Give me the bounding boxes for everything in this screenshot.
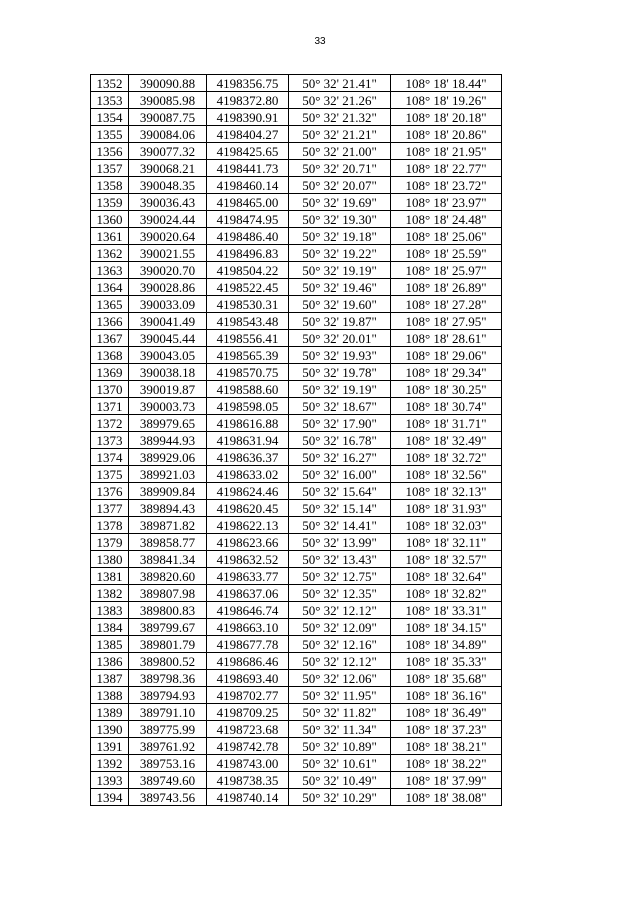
latitude-cell: 50° 32' 12.12" [289, 653, 391, 670]
easting-cell: 389743.56 [129, 789, 207, 806]
longitude-cell: 108° 18' 25.59" [391, 245, 502, 262]
table-row [91, 347, 502, 364]
longitude-cell: 108° 18' 20.86" [391, 126, 502, 143]
easting-cell: 390077.32 [129, 143, 207, 160]
longitude-cell: 108° 18' 27.95" [391, 313, 502, 330]
point-number-cell: 1369 [91, 364, 129, 381]
northing-cell: 4198565.39 [207, 347, 289, 364]
easting-cell: 389749.60 [129, 772, 207, 789]
northing-cell: 4198588.60 [207, 381, 289, 398]
latitude-cell: 50° 32' 19.30" [289, 211, 391, 228]
point-number-cell: 1363 [91, 262, 129, 279]
latitude-cell: 50° 32' 15.14" [289, 500, 391, 517]
point-number-cell: 1376 [91, 483, 129, 500]
easting-cell: 390019.87 [129, 381, 207, 398]
table-row [91, 143, 502, 160]
easting-cell: 389798.36 [129, 670, 207, 687]
longitude-cell: 108° 18' 24.48" [391, 211, 502, 228]
longitude-cell: 108° 18' 32.64" [391, 568, 502, 585]
northing-cell: 4198743.00 [207, 755, 289, 772]
table-row [91, 432, 502, 449]
latitude-cell: 50° 32' 16.27" [289, 449, 391, 466]
longitude-cell: 108° 18' 32.49" [391, 432, 502, 449]
easting-cell: 390024.44 [129, 211, 207, 228]
point-number-cell: 1355 [91, 126, 129, 143]
northing-cell: 4198663.10 [207, 619, 289, 636]
longitude-cell: 108° 18' 27.28" [391, 296, 502, 313]
latitude-cell: 50° 32' 21.26" [289, 92, 391, 109]
latitude-cell: 50° 32' 13.43" [289, 551, 391, 568]
easting-cell: 389921.03 [129, 466, 207, 483]
easting-cell: 390085.98 [129, 92, 207, 109]
longitude-cell: 108° 18' 30.74" [391, 398, 502, 415]
easting-cell: 390038.18 [129, 364, 207, 381]
northing-cell: 4198543.48 [207, 313, 289, 330]
longitude-cell: 108° 18' 23.72" [391, 177, 502, 194]
easting-cell: 390036.43 [129, 194, 207, 211]
longitude-cell: 108° 18' 38.21" [391, 738, 502, 755]
easting-cell: 390090.88 [129, 75, 207, 92]
point-number-cell: 1377 [91, 500, 129, 517]
easting-cell: 389800.83 [129, 602, 207, 619]
latitude-cell: 50° 32' 20.07" [289, 177, 391, 194]
northing-cell: 4198425.65 [207, 143, 289, 160]
easting-cell: 389979.65 [129, 415, 207, 432]
easting-cell: 389761.92 [129, 738, 207, 755]
latitude-cell: 50° 32' 16.00" [289, 466, 391, 483]
point-number-cell: 1358 [91, 177, 129, 194]
point-number-cell: 1393 [91, 772, 129, 789]
longitude-cell: 108° 18' 20.18" [391, 109, 502, 126]
table-row [91, 619, 502, 636]
longitude-cell: 108° 18' 32.13" [391, 483, 502, 500]
longitude-cell: 108° 18' 38.22" [391, 755, 502, 772]
northing-cell: 4198404.27 [207, 126, 289, 143]
northing-cell: 4198522.45 [207, 279, 289, 296]
point-number-cell: 1370 [91, 381, 129, 398]
point-number-cell: 1356 [91, 143, 129, 160]
northing-cell: 4198677.78 [207, 636, 289, 653]
latitude-cell: 50° 32' 12.09" [289, 619, 391, 636]
northing-cell: 4198709.25 [207, 704, 289, 721]
latitude-cell: 50° 32' 21.00" [289, 143, 391, 160]
table-row [91, 194, 502, 211]
coordinates-table [90, 74, 502, 806]
latitude-cell: 50° 32' 15.64" [289, 483, 391, 500]
longitude-cell: 108° 18' 18.44" [391, 75, 502, 92]
latitude-cell: 50° 32' 21.41" [289, 75, 391, 92]
easting-cell: 389775.99 [129, 721, 207, 738]
table-row [91, 772, 502, 789]
northing-cell: 4198637.06 [207, 585, 289, 602]
easting-cell: 389841.34 [129, 551, 207, 568]
point-number-cell: 1390 [91, 721, 129, 738]
latitude-cell: 50° 32' 20.01" [289, 330, 391, 347]
point-number-cell: 1372 [91, 415, 129, 432]
easting-cell: 390041.49 [129, 313, 207, 330]
easting-cell: 389753.16 [129, 755, 207, 772]
point-number-cell: 1357 [91, 160, 129, 177]
latitude-cell: 50° 32' 19.69" [289, 194, 391, 211]
point-number-cell: 1360 [91, 211, 129, 228]
longitude-cell: 108° 18' 38.08" [391, 789, 502, 806]
easting-cell: 390068.21 [129, 160, 207, 177]
latitude-cell: 50° 32' 11.95" [289, 687, 391, 704]
latitude-cell: 50° 32' 12.75" [289, 568, 391, 585]
table-row [91, 789, 502, 806]
latitude-cell: 50° 32' 21.21" [289, 126, 391, 143]
easting-cell: 389794.93 [129, 687, 207, 704]
easting-cell: 390084.06 [129, 126, 207, 143]
northing-cell: 4198633.77 [207, 568, 289, 585]
longitude-cell: 108° 18' 35.33" [391, 653, 502, 670]
table-row [91, 653, 502, 670]
point-number-cell: 1352 [91, 75, 129, 92]
point-number-cell: 1385 [91, 636, 129, 653]
easting-cell: 390020.64 [129, 228, 207, 245]
table-row [91, 755, 502, 772]
easting-cell: 389871.82 [129, 517, 207, 534]
latitude-cell: 50° 32' 19.87" [289, 313, 391, 330]
table-row [91, 279, 502, 296]
northing-cell: 4198702.77 [207, 687, 289, 704]
latitude-cell: 50° 32' 12.35" [289, 585, 391, 602]
longitude-cell: 108° 18' 21.95" [391, 143, 502, 160]
longitude-cell: 108° 18' 29.34" [391, 364, 502, 381]
latitude-cell: 50° 32' 11.82" [289, 704, 391, 721]
longitude-cell: 108° 18' 37.23" [391, 721, 502, 738]
table-row [91, 704, 502, 721]
longitude-cell: 108° 18' 30.25" [391, 381, 502, 398]
northing-cell: 4198738.35 [207, 772, 289, 789]
easting-cell: 390021.55 [129, 245, 207, 262]
longitude-cell: 108° 18' 32.03" [391, 517, 502, 534]
longitude-cell: 108° 18' 36.49" [391, 704, 502, 721]
northing-cell: 4198723.68 [207, 721, 289, 738]
easting-cell: 389858.77 [129, 534, 207, 551]
longitude-cell: 108° 18' 26.89" [391, 279, 502, 296]
northing-cell: 4198631.94 [207, 432, 289, 449]
northing-cell: 4198646.74 [207, 602, 289, 619]
table-row [91, 585, 502, 602]
point-number-cell: 1392 [91, 755, 129, 772]
easting-cell: 389894.43 [129, 500, 207, 517]
table-row [91, 466, 502, 483]
table-row [91, 126, 502, 143]
latitude-cell: 50° 32' 10.29" [289, 789, 391, 806]
point-number-cell: 1382 [91, 585, 129, 602]
easting-cell: 390028.86 [129, 279, 207, 296]
longitude-cell: 108° 18' 32.82" [391, 585, 502, 602]
longitude-cell: 108° 18' 22.77" [391, 160, 502, 177]
latitude-cell: 50° 32' 10.61" [289, 755, 391, 772]
longitude-cell: 108° 18' 19.26" [391, 92, 502, 109]
easting-cell: 390003.73 [129, 398, 207, 415]
latitude-cell: 50° 32' 20.71" [289, 160, 391, 177]
longitude-cell: 108° 18' 32.56" [391, 466, 502, 483]
point-number-cell: 1380 [91, 551, 129, 568]
longitude-cell: 108° 18' 33.31" [391, 602, 502, 619]
northing-cell: 4198390.91 [207, 109, 289, 126]
northing-cell: 4198636.37 [207, 449, 289, 466]
longitude-cell: 108° 18' 25.06" [391, 228, 502, 245]
northing-cell: 4198441.73 [207, 160, 289, 177]
latitude-cell: 50° 32' 10.89" [289, 738, 391, 755]
easting-cell: 389799.67 [129, 619, 207, 636]
table-row [91, 636, 502, 653]
point-number-cell: 1366 [91, 313, 129, 330]
longitude-cell: 108° 18' 31.93" [391, 500, 502, 517]
table-row [91, 296, 502, 313]
northing-cell: 4198686.46 [207, 653, 289, 670]
table-row [91, 687, 502, 704]
point-number-cell: 1379 [91, 534, 129, 551]
easting-cell: 390048.35 [129, 177, 207, 194]
longitude-cell: 108° 18' 32.72" [391, 449, 502, 466]
point-number-cell: 1361 [91, 228, 129, 245]
northing-cell: 4198460.14 [207, 177, 289, 194]
coordinates-table-body [91, 75, 502, 806]
northing-cell: 4198620.45 [207, 500, 289, 517]
northing-cell: 4198742.78 [207, 738, 289, 755]
point-number-cell: 1383 [91, 602, 129, 619]
latitude-cell: 50° 32' 16.78" [289, 432, 391, 449]
point-number-cell: 1373 [91, 432, 129, 449]
easting-cell: 390045.44 [129, 330, 207, 347]
table-row [91, 449, 502, 466]
easting-cell: 390087.75 [129, 109, 207, 126]
table-row [91, 483, 502, 500]
easting-cell: 389820.60 [129, 568, 207, 585]
longitude-cell: 108° 18' 32.57" [391, 551, 502, 568]
northing-cell: 4198622.13 [207, 517, 289, 534]
table-row [91, 364, 502, 381]
northing-cell: 4198570.75 [207, 364, 289, 381]
table-row [91, 551, 502, 568]
point-number-cell: 1386 [91, 653, 129, 670]
point-number-cell: 1391 [91, 738, 129, 755]
table-row [91, 245, 502, 262]
latitude-cell: 50° 32' 19.78" [289, 364, 391, 381]
longitude-cell: 108° 18' 34.15" [391, 619, 502, 636]
northing-cell: 4198530.31 [207, 296, 289, 313]
northing-cell: 4198372.80 [207, 92, 289, 109]
table-row [91, 330, 502, 347]
longitude-cell: 108° 18' 23.97" [391, 194, 502, 211]
table-row [91, 160, 502, 177]
northing-cell: 4198693.40 [207, 670, 289, 687]
table-row [91, 109, 502, 126]
table-row [91, 602, 502, 619]
point-number-cell: 1367 [91, 330, 129, 347]
northing-cell: 4198356.75 [207, 75, 289, 92]
latitude-cell: 50° 32' 19.93" [289, 347, 391, 364]
easting-cell: 389807.98 [129, 585, 207, 602]
northing-cell: 4198623.66 [207, 534, 289, 551]
point-number-cell: 1374 [91, 449, 129, 466]
latitude-cell: 50° 32' 19.60" [289, 296, 391, 313]
point-number-cell: 1368 [91, 347, 129, 364]
point-number-cell: 1359 [91, 194, 129, 211]
northing-cell: 4198632.52 [207, 551, 289, 568]
point-number-cell: 1353 [91, 92, 129, 109]
longitude-cell: 108° 18' 37.99" [391, 772, 502, 789]
longitude-cell: 108° 18' 29.06" [391, 347, 502, 364]
point-number-cell: 1371 [91, 398, 129, 415]
point-number-cell: 1378 [91, 517, 129, 534]
latitude-cell: 50° 32' 19.19" [289, 262, 391, 279]
table-row [91, 721, 502, 738]
latitude-cell: 50° 32' 21.32" [289, 109, 391, 126]
longitude-cell: 108° 18' 35.68" [391, 670, 502, 687]
latitude-cell: 50° 32' 17.90" [289, 415, 391, 432]
latitude-cell: 50° 32' 11.34" [289, 721, 391, 738]
point-number-cell: 1381 [91, 568, 129, 585]
northing-cell: 4198624.46 [207, 483, 289, 500]
table-row [91, 75, 502, 92]
longitude-cell: 108° 18' 36.16" [391, 687, 502, 704]
longitude-cell: 108° 18' 34.89" [391, 636, 502, 653]
table-row [91, 568, 502, 585]
northing-cell: 4198504.22 [207, 262, 289, 279]
latitude-cell: 50° 32' 14.41" [289, 517, 391, 534]
latitude-cell: 50° 32' 10.49" [289, 772, 391, 789]
point-number-cell: 1362 [91, 245, 129, 262]
easting-cell: 389800.52 [129, 653, 207, 670]
easting-cell: 390020.70 [129, 262, 207, 279]
easting-cell: 389944.93 [129, 432, 207, 449]
table-row [91, 92, 502, 109]
latitude-cell: 50° 32' 19.22" [289, 245, 391, 262]
longitude-cell: 108° 18' 28.61" [391, 330, 502, 347]
northing-cell: 4198740.14 [207, 789, 289, 806]
latitude-cell: 50° 32' 19.19" [289, 381, 391, 398]
point-number-cell: 1384 [91, 619, 129, 636]
point-number-cell: 1394 [91, 789, 129, 806]
table-row [91, 398, 502, 415]
latitude-cell: 50° 32' 12.16" [289, 636, 391, 653]
latitude-cell: 50° 32' 19.18" [289, 228, 391, 245]
latitude-cell: 50° 32' 12.12" [289, 602, 391, 619]
table-row [91, 211, 502, 228]
point-number-cell: 1387 [91, 670, 129, 687]
page-number: 33 [314, 36, 326, 47]
table-row [91, 228, 502, 245]
point-number-cell: 1375 [91, 466, 129, 483]
point-number-cell: 1364 [91, 279, 129, 296]
latitude-cell: 50° 32' 12.06" [289, 670, 391, 687]
table-row [91, 670, 502, 687]
point-number-cell: 1388 [91, 687, 129, 704]
table-row [91, 381, 502, 398]
northing-cell: 4198598.05 [207, 398, 289, 415]
northing-cell: 4198486.40 [207, 228, 289, 245]
table-row [91, 177, 502, 194]
latitude-cell: 50° 32' 19.46" [289, 279, 391, 296]
easting-cell: 390043.05 [129, 347, 207, 364]
point-number-cell: 1365 [91, 296, 129, 313]
table-row [91, 415, 502, 432]
latitude-cell: 50° 32' 18.67" [289, 398, 391, 415]
northing-cell: 4198556.41 [207, 330, 289, 347]
table-row [91, 738, 502, 755]
table-row [91, 517, 502, 534]
longitude-cell: 108° 18' 31.71" [391, 415, 502, 432]
longitude-cell: 108° 18' 32.11" [391, 534, 502, 551]
northing-cell: 4198496.83 [207, 245, 289, 262]
easting-cell: 389909.84 [129, 483, 207, 500]
latitude-cell: 50° 32' 13.99" [289, 534, 391, 551]
table-row [91, 262, 502, 279]
table-row [91, 534, 502, 551]
northing-cell: 4198616.88 [207, 415, 289, 432]
table-row [91, 313, 502, 330]
northing-cell: 4198474.95 [207, 211, 289, 228]
easting-cell: 390033.09 [129, 296, 207, 313]
northing-cell: 4198633.02 [207, 466, 289, 483]
easting-cell: 389791.10 [129, 704, 207, 721]
easting-cell: 389801.79 [129, 636, 207, 653]
northing-cell: 4198465.00 [207, 194, 289, 211]
table-row [91, 500, 502, 517]
longitude-cell: 108° 18' 25.97" [391, 262, 502, 279]
point-number-cell: 1389 [91, 704, 129, 721]
point-number-cell: 1354 [91, 109, 129, 126]
easting-cell: 389929.06 [129, 449, 207, 466]
